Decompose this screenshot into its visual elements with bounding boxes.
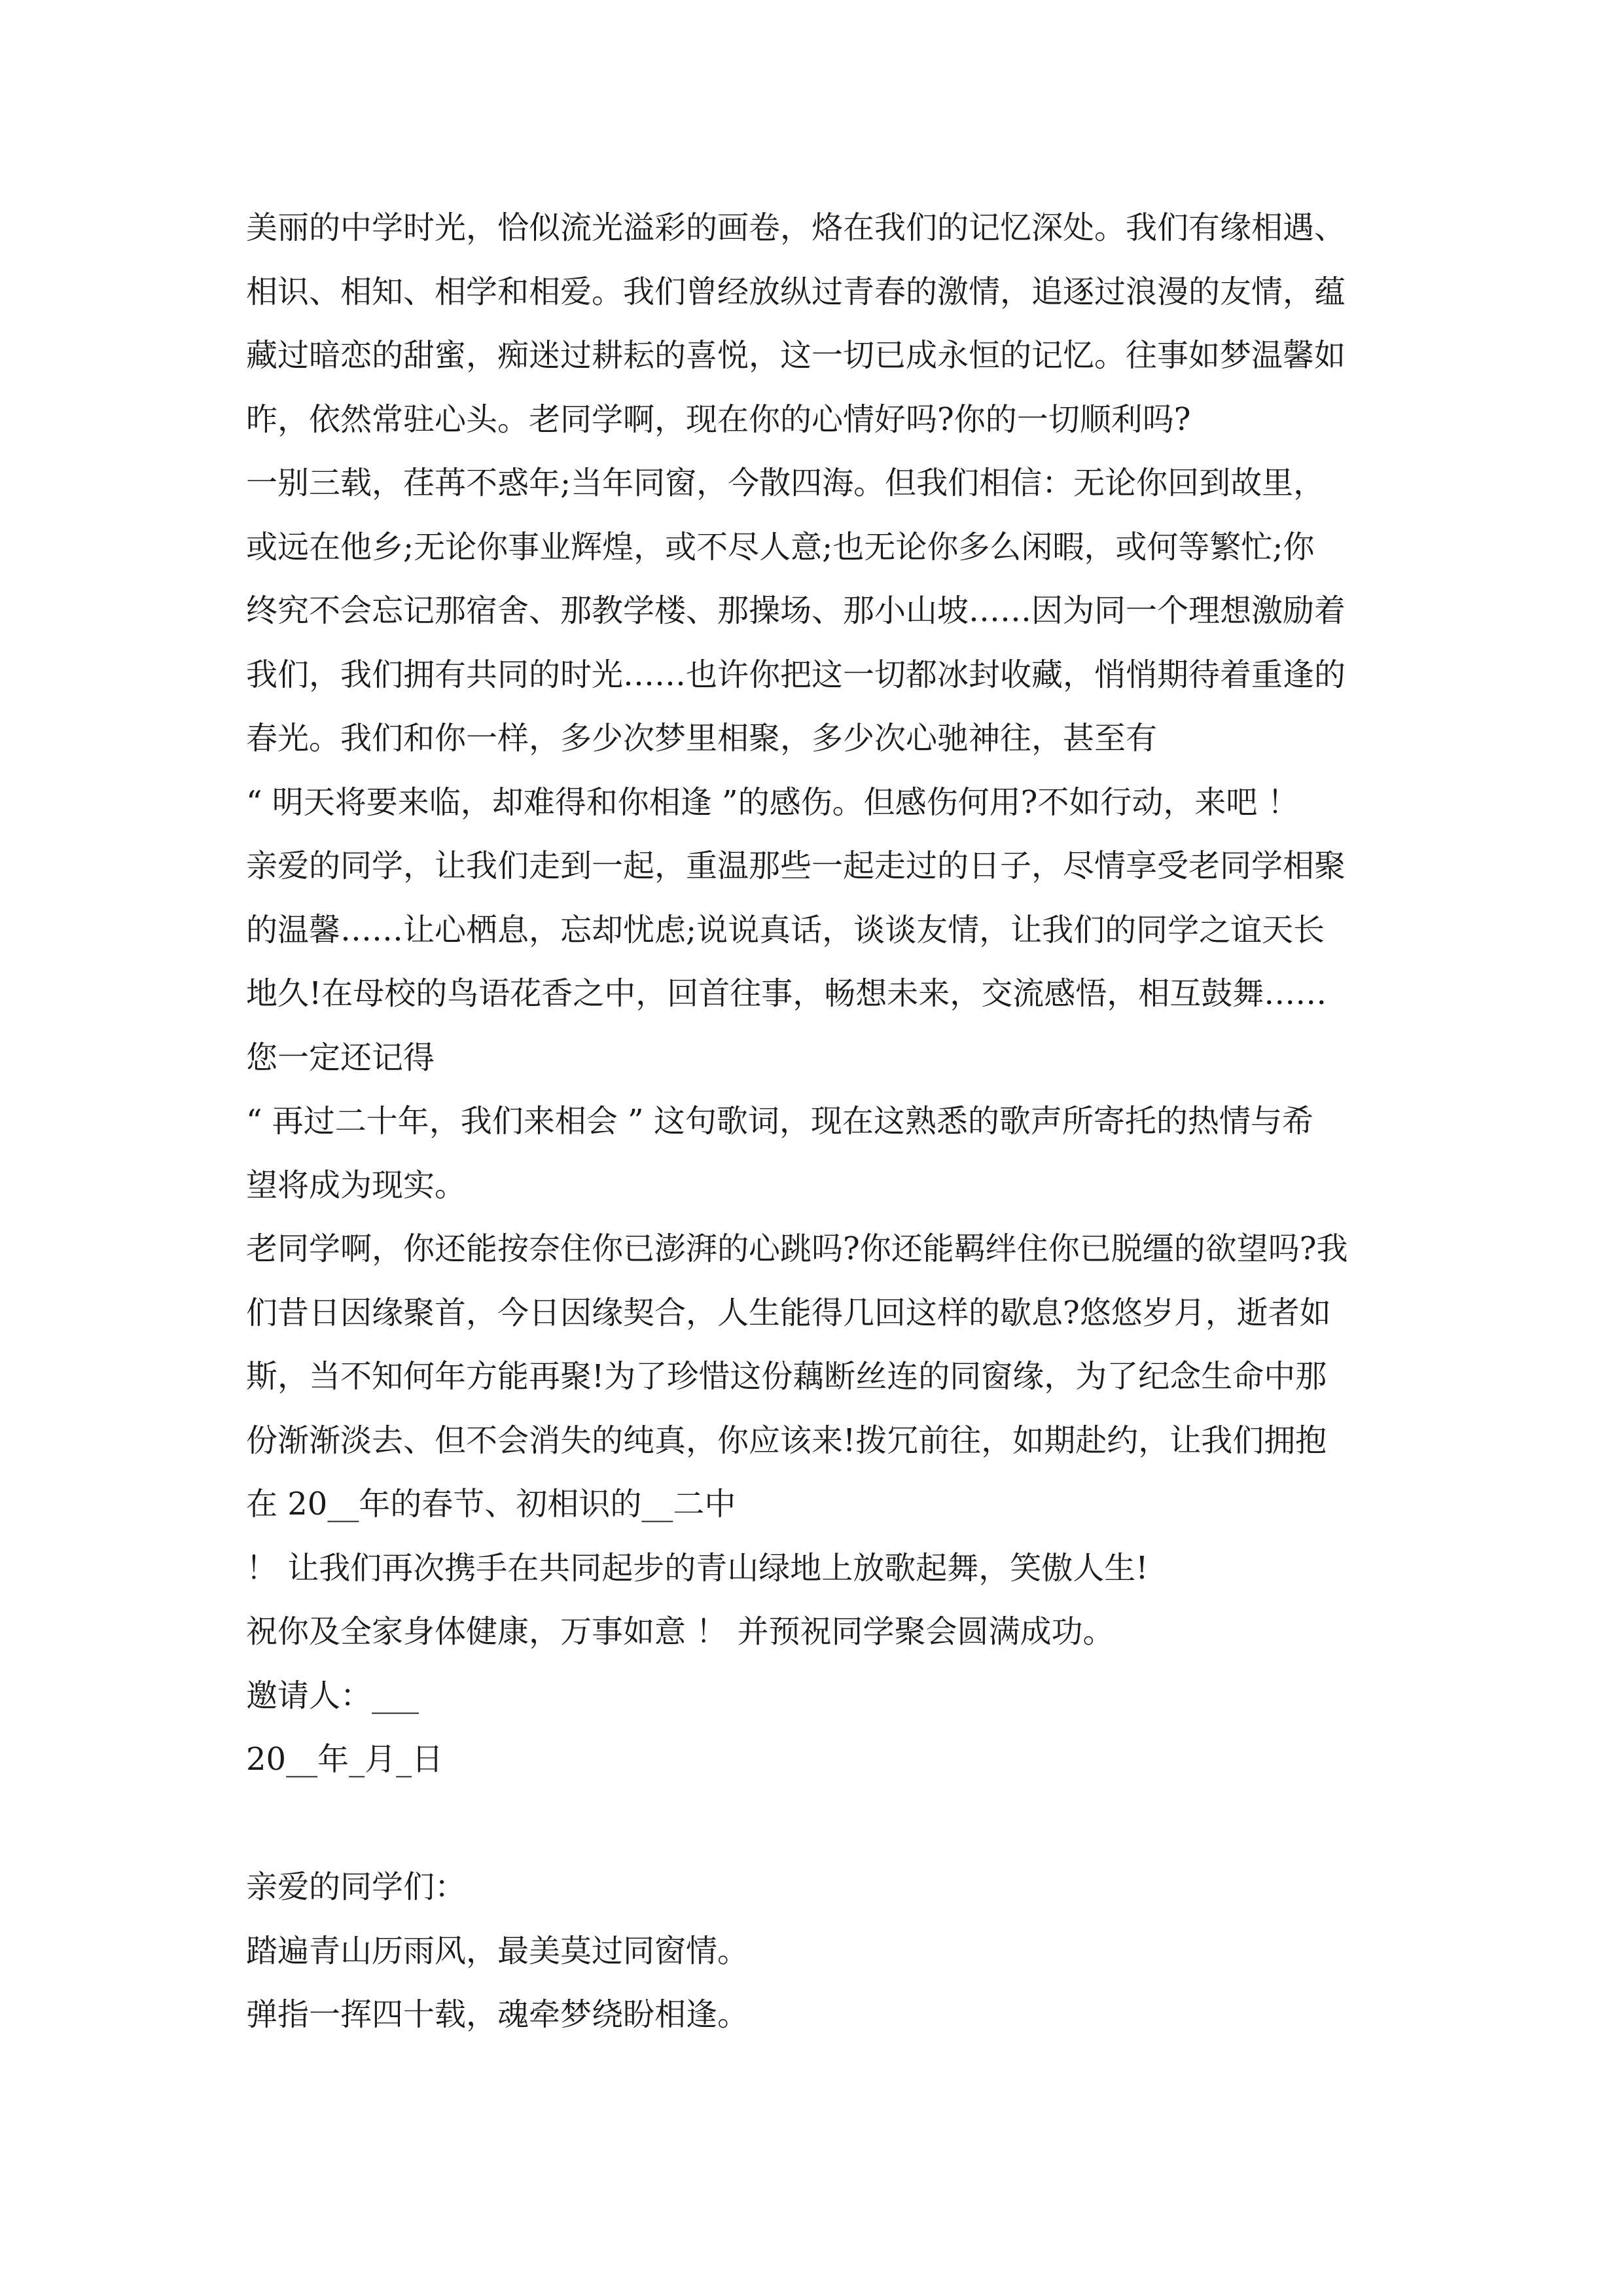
text-line-13: 地久!在母校的鸟语花香之中，回首往事，畅想未来，交流感悟，相互鼓舞…… xyxy=(246,975,1327,1012)
text-line-7: 终究不会忘记那宿舍、那教学楼、那操场、那小山坡……因为同一个理想激励着 xyxy=(246,592,1346,629)
text-line-8: 我们，我们拥有共同的时光……也许你把这一切都冰封收藏，悄悄期待着重逢的 xyxy=(246,656,1346,693)
text-line-12: 的温馨……让心栖息，忘却忧虑;说说真话，谈谈友情，让我们的同学之谊天长 xyxy=(246,911,1325,948)
text-line-22: ！ 让我们再次携手在共同起步的青山绿地上放歌起舞，笑傲人生! xyxy=(246,1549,1149,1587)
poem-line-2: 弹指一挥四十载，魂牵梦绕盼相逢。 xyxy=(246,1996,749,2033)
text-line-11: 亲爱的同学，让我们走到一起，重温那些一起走过的日子，尽情享受老同学相聚 xyxy=(246,848,1346,884)
text-line-2: 相识、相知、相学和相爱。我们曾经放纵过青春的激情，追逐过浪漫的友情，蕴 xyxy=(246,273,1346,310)
text-line-10: “ 明天将要来临，却难得和你相逢 ”的感伤。但感伤何用?不如行动，来吧 ！ xyxy=(246,783,1299,821)
text-line-15: “ 再过二十年，我们来相会 ” 这句歌词，现在这熟悉的歌声所寄托的热情与希 xyxy=(246,1103,1313,1139)
text-line-3: 藏过暗恋的甜蜜，痴迷过耕耘的喜悦，这一切已成永恒的记忆。往事如梦温馨如 xyxy=(246,337,1346,374)
text-line-5: 一别三载，荏苒不惑年;当年同窗，今散四海。但我们相信：无论你回到故里， xyxy=(246,465,1325,501)
text-line-9: 春光。我们和你一样，多少次梦里相聚，多少次心驰神往，甚至有 xyxy=(246,720,1158,757)
text-line-23: 祝你及全家身体健康，万事如意 ！ 并预祝同学聚会圆满成功。 xyxy=(246,1613,1115,1650)
text-line-1: 美丽的中学时光，恰似流光溢彩的画卷，烙在我们的记忆深处。我们有缘相遇、 xyxy=(246,209,1346,246)
text-line-6: 或远在他乡;无论你事业辉煌，或不尽人意;也无论你多么闲暇，或何等繁忙;你 xyxy=(246,528,1315,565)
inviter-line: 邀请人：___ xyxy=(246,1677,419,1714)
text-line-16: 望将成为现实。 xyxy=(246,1166,467,1204)
text-line-21: 在 20__年的春节、初相识的__二中 xyxy=(246,1486,736,1522)
poem-line-1: 踏遍青山历雨风，最美莫过同窗情。 xyxy=(246,1932,749,1969)
text-line-18: 们昔日因缘聚首，今日因缘契合，人生能得几回这样的歇息?悠悠岁月，逝者如 xyxy=(246,1294,1331,1331)
text-line-20: 份渐渐淡去、但不会消失的纯真，你应该来!拨冗前往，如期赴约，让我们拥抱 xyxy=(246,1422,1327,1459)
text-line-19: 斯，当不知何年方能再聚!为了珍惜这份藕断丝连的同窗缘，为了纪念生命中那 xyxy=(246,1358,1327,1395)
document-body xyxy=(246,196,1385,2047)
blank-spacer xyxy=(246,1792,1385,1856)
text-line-17: 老同学啊，你还能按奈住你已澎湃的心跳吗?你还能羁绊住你已脱缰的欲望吗?我 xyxy=(246,1230,1348,1267)
salutation: 亲爱的同学们： xyxy=(246,1869,467,1905)
date-line: 20__年_月_日 xyxy=(246,1741,444,1778)
text-line-4: 昨，依然常驻心头。老同学啊，现在你的心情好吗?你的一切顺利吗? xyxy=(246,401,1191,438)
text-line-14: 您一定还记得 xyxy=(246,1039,435,1076)
